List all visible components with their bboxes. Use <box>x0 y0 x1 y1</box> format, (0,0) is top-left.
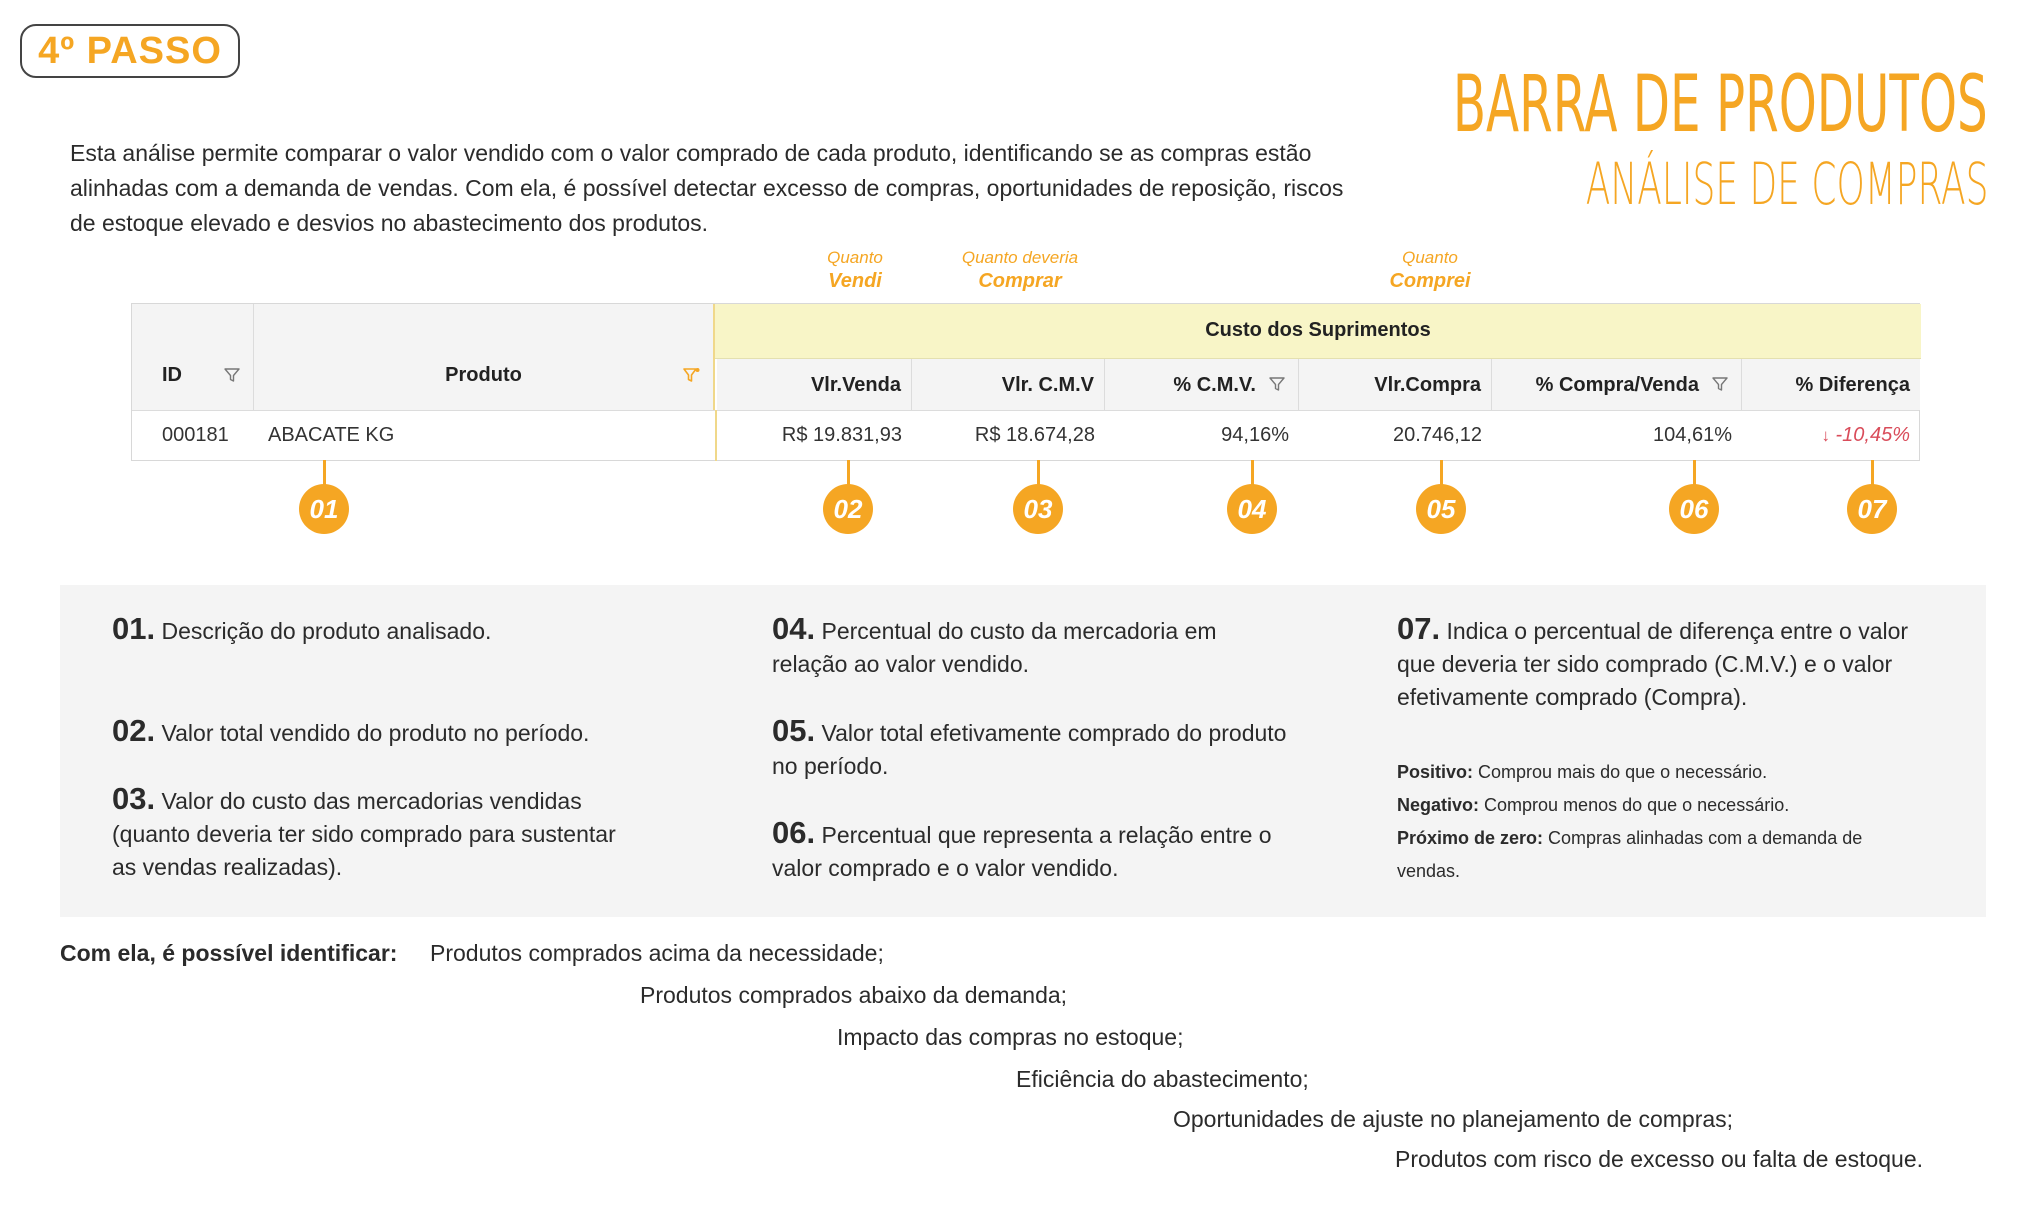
column-label-produto: Produto <box>445 364 522 386</box>
page-title: BARRA DE PRODUTOS <box>1453 60 1988 150</box>
column-label-vlr-venda: Vlr.Venda <box>810 374 901 396</box>
products-grid <box>131 303 1920 461</box>
note-comprar <box>940 248 1100 294</box>
column-label-vlr-compra: Vlr.Compra <box>1374 374 1481 396</box>
legend-positive <box>1397 756 1937 789</box>
step-badge: 4º PASSO <box>20 24 240 78</box>
filter-icon[interactable] <box>1711 375 1729 393</box>
description-05 <box>772 714 1292 783</box>
cell-pct-diferenca[interactable] <box>1742 411 1920 461</box>
cell-vlr-compra[interactable] <box>1299 411 1492 461</box>
description-text: Descrição do produto analisado. <box>161 618 492 644</box>
column-label-vlr-cmv: Vlr. C.M.V <box>1001 374 1094 396</box>
cell-vlr-compra-value: 20.746,12 <box>1393 424 1482 446</box>
marker-06: 06 <box>1669 484 1719 534</box>
note-vendi-big: Vendi <box>828 270 882 292</box>
cell-pct-cmv[interactable] <box>1105 411 1299 461</box>
note-comprei-big: Comprei <box>1389 270 1471 292</box>
cell-vlr-venda-value: R$ 19.831,93 <box>781 424 902 446</box>
description-text: Percentual que representa a relação entre o valor comprado e o valor vendido. <box>772 822 1272 881</box>
description-number: 06. <box>772 815 816 850</box>
description-text: Valor do custo das mercadorias vendidas (quanto deveria ter sido comprado para sustentar as vendas realizadas). <box>112 788 616 880</box>
description-number: 02. <box>112 713 156 748</box>
cell-id[interactable] <box>132 411 254 461</box>
filter-active-icon[interactable] <box>682 366 700 384</box>
column-label-id: ID <box>162 364 182 386</box>
column-header-pct-diferenca[interactable] <box>1742 359 1920 410</box>
legend-near-zero-text: Compras alinhadas com a demanda de vendas. <box>1397 828 1863 881</box>
description-02 <box>112 714 712 750</box>
bottom-list-item: Produtos comprados abaixo da demanda; <box>640 982 1068 1008</box>
cell-vlr-cmv[interactable] <box>912 411 1105 461</box>
marker-07: 07 <box>1847 484 1897 534</box>
arrow-down-icon: ↓ <box>1821 426 1830 445</box>
bottom-list-item: Produtos com risco de excesso ou falta de estoque. <box>1395 1146 1924 1172</box>
description-text: Percentual do custo da mercadoria em relação ao valor vendido. <box>772 618 1217 677</box>
bottom-list-item: Produtos comprados acima da necessidade; <box>430 940 884 966</box>
description-01 <box>112 612 672 648</box>
note-vendi-small: Quanto <box>827 248 883 267</box>
page-subtitle: ANÁLISE DE COMPRAS <box>1585 150 1988 218</box>
marker-03: 03 <box>1013 484 1063 534</box>
bottom-list-item: Eficiência do abastecimento; <box>1016 1066 1309 1092</box>
description-number: 01. <box>112 611 156 646</box>
cell-vlr-venda[interactable] <box>717 411 912 461</box>
cell-produto[interactable] <box>254 411 715 461</box>
column-label-pct-cmv: % C.M.V. <box>1173 374 1256 396</box>
note-comprar-small: Quanto deveria <box>961 248 1079 267</box>
cell-pct-diferenca-number: -10,45% <box>1835 424 1910 446</box>
column-header-pct-cmv[interactable] <box>1105 359 1299 410</box>
bottom-list-item: Oportunidades de ajuste no planejamento de compras; <box>1173 1106 1734 1132</box>
column-header-vlr-venda[interactable] <box>717 359 912 410</box>
column-group-custo-suprimentos <box>715 304 1921 359</box>
intro-paragraph: Esta análise permite comparar o valor vendido com o valor comprado de cada produto, identificando se as compras estão alinhadas com a demanda de vendas. Com ela, é possível detectar excesso de compras, oportunidades de reposição, riscos de estoque elevado e desvios no abastecimento dos produtos. <box>70 140 1344 236</box>
description-07 <box>1397 612 1927 714</box>
column-header-vlr-cmv[interactable] <box>912 359 1105 410</box>
marker-02: 02 <box>823 484 873 534</box>
marker-01: 01 <box>299 484 349 534</box>
description-text: Valor total vendido do produto no período. <box>161 720 590 746</box>
marker-05: 05 <box>1416 484 1466 534</box>
legend-positive-text: Comprou mais do que o necessário. <box>1478 762 1768 782</box>
description-number: 04. <box>772 611 816 646</box>
legend-near-zero <box>1397 822 1907 888</box>
legend-negative-label: Negativo: <box>1397 795 1480 815</box>
bottom-list-item: Impacto das compras no estoque; <box>837 1024 1184 1050</box>
column-group-label: Custo dos Suprimentos <box>1205 319 1431 341</box>
column-label-pct-compra-venda: % Compra/Venda <box>1535 374 1699 396</box>
description-number: 05. <box>772 713 816 748</box>
cell-pct-compra-venda-value: 104,61% <box>1653 424 1732 446</box>
marker-04: 04 <box>1227 484 1277 534</box>
note-comprar-big: Comprar <box>978 270 1062 292</box>
cell-pct-compra-venda[interactable] <box>1492 411 1742 461</box>
cell-pct-diferenca-value <box>1821 424 1910 447</box>
description-number: 03. <box>112 781 156 816</box>
filter-icon[interactable] <box>223 366 241 384</box>
description-04 <box>772 612 1292 681</box>
description-06 <box>772 816 1302 885</box>
cell-produto-value: ABACATE KG <box>268 424 395 446</box>
column-header-vlr-compra[interactable] <box>1299 359 1492 410</box>
column-header-produto[interactable] <box>254 304 715 410</box>
column-label-pct-diferenca: % Diferença <box>1795 374 1910 396</box>
column-header-id[interactable] <box>132 304 254 410</box>
description-number: 07. <box>1397 611 1441 646</box>
cell-pct-cmv-value: 94,16% <box>1221 424 1289 446</box>
description-text: Indica o percentual de diferença entre o valor que deveria ter sido comprado (C.M.V.) e o valor efetivamente comprado (Compra). <box>1397 618 1909 710</box>
legend-negative <box>1397 789 1937 822</box>
legend-negative-text: Comprou menos do que o necessário. <box>1484 795 1790 815</box>
note-comprei-small: Quanto <box>1402 248 1458 267</box>
legend-positive-label: Positivo: <box>1397 762 1474 782</box>
bottom-lead: Com ela, é possível identificar: <box>60 940 398 966</box>
legend-near-zero-label: Próximo de zero: <box>1397 828 1544 848</box>
description-03 <box>112 782 642 884</box>
note-vendi <box>795 248 915 294</box>
cell-id-value: 000181 <box>162 424 229 446</box>
cell-vlr-cmv-value: R$ 18.674,28 <box>974 424 1095 446</box>
filter-icon[interactable] <box>1268 375 1286 393</box>
column-header-pct-compra-venda[interactable] <box>1492 359 1742 410</box>
description-text: Valor total efetivamente comprado do produto no período. <box>772 720 1287 779</box>
note-comprei <box>1370 248 1490 294</box>
